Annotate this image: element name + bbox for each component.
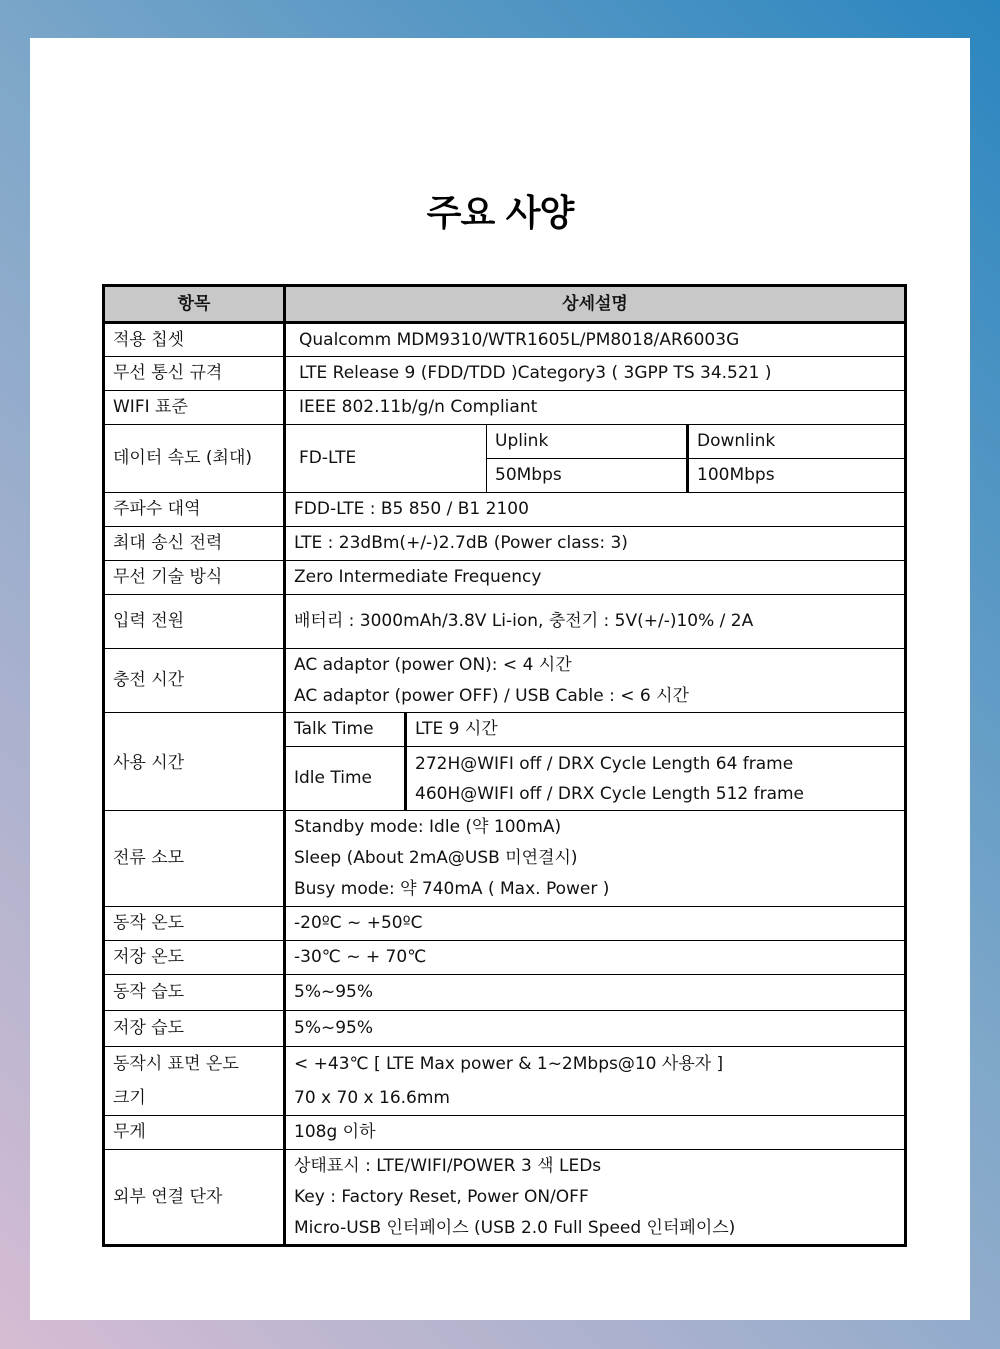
uplink-label: Uplink bbox=[487, 425, 688, 459]
table-row bbox=[104, 323, 906, 357]
table-row bbox=[104, 1047, 906, 1116]
ports-line: 상태표시 : LTE/WIFI/POWER 3 색 LEDs bbox=[294, 1155, 602, 1176]
row-label: 입력 전원 bbox=[104, 595, 285, 649]
row-label: 동작 온도 bbox=[104, 907, 285, 941]
table-row bbox=[104, 561, 906, 595]
table-row bbox=[104, 649, 906, 713]
uplink-value: 50Mbps bbox=[487, 459, 688, 493]
size-label: 크기 bbox=[113, 1088, 146, 1108]
row-label: 외부 연결 단자 bbox=[104, 1150, 285, 1246]
idle-line: 460H@WIFI off / DRX Cycle Length 512 frame bbox=[415, 783, 805, 804]
row-value: 108g 이하 bbox=[285, 1116, 906, 1150]
surface-temp-value: < +43℃ [ LTE Max power & 1~2Mbps@10 사용자 ] bbox=[294, 1054, 724, 1074]
spec-table bbox=[102, 284, 907, 1247]
table-row bbox=[104, 425, 906, 459]
row-label: WIFI 표준 bbox=[104, 391, 285, 425]
row-value: FDD-LTE : B5 850 / B1 2100 bbox=[285, 493, 906, 527]
row-value: 배터리 : 3000mAh/3.8V Li-ion, 충전기 : 5V(+/-)10% / 2A bbox=[285, 595, 906, 649]
table-row bbox=[104, 907, 906, 941]
table-row bbox=[104, 391, 906, 425]
row-value: Qualcomm MDM9310/WTR1605L/PM8018/AR6003G bbox=[285, 323, 906, 357]
table-row bbox=[104, 527, 906, 561]
downlink-value: 100Mbps bbox=[688, 459, 906, 493]
row-label: 최대 송신 전력 bbox=[104, 527, 285, 561]
row-label: 사용 시간 bbox=[104, 713, 285, 811]
row-label: 데이터 속도 (최대) bbox=[104, 425, 285, 493]
size-value: 70 x 70 x 16.6mm bbox=[294, 1088, 450, 1108]
header-detail: 상세설명 bbox=[285, 286, 906, 323]
talk-time-label: Talk Time bbox=[285, 713, 406, 747]
page-title: 주요 사양 bbox=[426, 193, 574, 234]
idle-time-label: Idle Time bbox=[285, 747, 406, 811]
table-row bbox=[104, 1116, 906, 1150]
row-value bbox=[285, 1150, 906, 1246]
row-label: 주파수 대역 bbox=[104, 493, 285, 527]
table-row bbox=[104, 975, 906, 1011]
ports-line: Micro-USB 인터페이스 (USB 2.0 Full Speed 인터페이스) bbox=[294, 1217, 736, 1238]
talk-time-value: LTE 9 시간 bbox=[406, 713, 906, 747]
table-row bbox=[104, 1011, 906, 1047]
row-label: 무선 통신 규격 bbox=[104, 357, 285, 391]
row-value: 5%~95% bbox=[285, 975, 906, 1011]
row-value bbox=[285, 1047, 906, 1116]
idle-line: 272H@WIFI off / DRX Cycle Length 64 frame bbox=[415, 753, 794, 774]
table-row bbox=[104, 713, 906, 747]
table-row bbox=[104, 357, 906, 391]
ports-line: Key : Factory Reset, Power ON/OFF bbox=[294, 1186, 589, 1207]
row-label: 무선 기술 방식 bbox=[104, 561, 285, 595]
table-row bbox=[104, 1150, 906, 1246]
surface-temp-label: 동작시 표면 온도 bbox=[113, 1054, 239, 1074]
row-value bbox=[285, 811, 906, 907]
downlink-label: Downlink bbox=[688, 425, 906, 459]
row-value: LTE : 23dBm(+/-)2.7dB (Power class: 3) bbox=[285, 527, 906, 561]
row-label: 무게 bbox=[104, 1116, 285, 1150]
speed-mode: FD-LTE bbox=[285, 425, 487, 493]
row-value: LTE Release 9 (FDD/TDD )Category3 ( 3GPP TS 34.521 ) bbox=[285, 357, 906, 391]
header-item: 항목 bbox=[104, 286, 285, 323]
row-value bbox=[285, 649, 906, 713]
row-label: 충전 시간 bbox=[104, 649, 285, 713]
row-value: Zero Intermediate Frequency bbox=[285, 561, 906, 595]
row-label: 전류 소모 bbox=[104, 811, 285, 907]
row-value: IEEE 802.11b/g/n Compliant bbox=[285, 391, 906, 425]
table-row bbox=[104, 493, 906, 527]
table-row bbox=[104, 941, 906, 975]
current-line: Busy mode: 약 740mA ( Max. Power ) bbox=[294, 879, 610, 899]
current-line: Sleep (About 2mA@USB 미연결시) bbox=[294, 848, 578, 868]
row-label: 저장 습도 bbox=[104, 1011, 285, 1047]
table-row bbox=[104, 811, 906, 907]
idle-time-value bbox=[406, 747, 906, 811]
charge-line: AC adaptor (power ON): < 4 시간 bbox=[294, 654, 572, 675]
row-label bbox=[104, 1047, 285, 1116]
row-label: 저장 온도 bbox=[104, 941, 285, 975]
table-header-row bbox=[104, 286, 906, 323]
row-label: 적용 칩셋 bbox=[104, 323, 285, 357]
charge-line: AC adaptor (power OFF) / USB Cable : < 6 시간 bbox=[294, 685, 689, 706]
row-value: 5%~95% bbox=[285, 1011, 906, 1047]
current-line: Standby mode: Idle (약 100mA) bbox=[294, 817, 562, 837]
table-row bbox=[104, 595, 906, 649]
row-value: -30℃ ~ + 70℃ bbox=[285, 941, 906, 975]
row-label: 동작 습도 bbox=[104, 975, 285, 1011]
row-value: -20ºC ~ +50ºC bbox=[285, 907, 906, 941]
